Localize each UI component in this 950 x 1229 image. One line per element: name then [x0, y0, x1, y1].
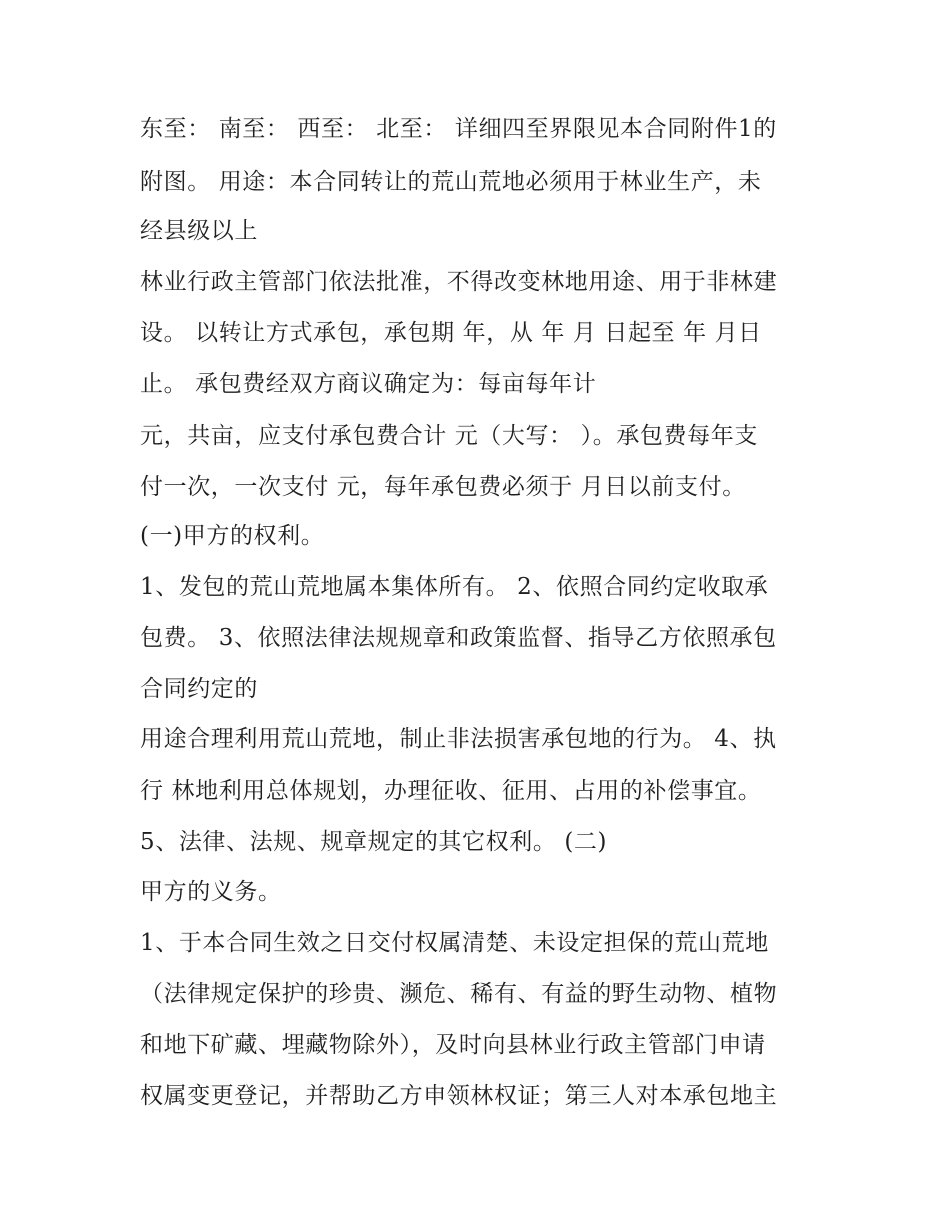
- text-line: 止。 承包费经双方商议确定为：每亩每年计: [140, 371, 597, 397]
- text-line: 附图。 用途：本合同转让的荒山荒地必须用于林业生产，未: [140, 169, 762, 195]
- text-line: 合同约定的: [140, 676, 258, 702]
- text-line: 5、法律、法规、规章规定的其它权利。 (二): [140, 829, 608, 855]
- text-line: 甲方的义务。: [140, 879, 282, 905]
- text-line: 1、发包的荒山荒地属本集体所有。 2、依照合同约定收取承: [140, 574, 769, 600]
- text-line: 和地下矿藏、埋藏物除外），及时向县林业行政主管部门申请: [140, 1032, 766, 1058]
- text-line: （法律规定保护的珍贵、濒危、稀有、有益的野生动物、植物: [140, 981, 778, 1007]
- text-line: 包费。 3、依照法律法规规章和政策监督、指导乙方依照承包: [140, 625, 777, 651]
- text-line: 1、于本合同生效之日交付权属清楚、未设定担保的荒山荒地: [140, 930, 769, 956]
- text-line: 付一次，一次支付 元，每年承包费必须于 月日以前支付。: [140, 474, 746, 500]
- text-line: 元，共亩，应支付承包费合计 元（大写： ）。承包费每年支: [140, 423, 758, 449]
- text-line: 行 林地利用总体规划，办理征收、征用、占用的补偿事宜。: [140, 778, 762, 804]
- text-line: 东至： 南至： 西至： 北至： 详细四至界限见本合同附件1的: [140, 116, 777, 142]
- text-line: 林业行政主管部门依法批准，不得改变林地用途、用于非林建: [140, 269, 778, 295]
- text-line: 权属变更登记，并帮助乙方申领林权证；第三人对本承包地主: [140, 1083, 778, 1109]
- text-line: (一)甲方的权利。: [140, 523, 325, 549]
- text-line: 经县级以上: [140, 218, 258, 244]
- text-line: 用途合理利用荒山荒地，制止非法损害承包地的行为。 4、执: [140, 726, 777, 752]
- text-line: 设。 以转让方式承包，承包期 年，从 年 月 日起至 年 月日: [140, 320, 762, 346]
